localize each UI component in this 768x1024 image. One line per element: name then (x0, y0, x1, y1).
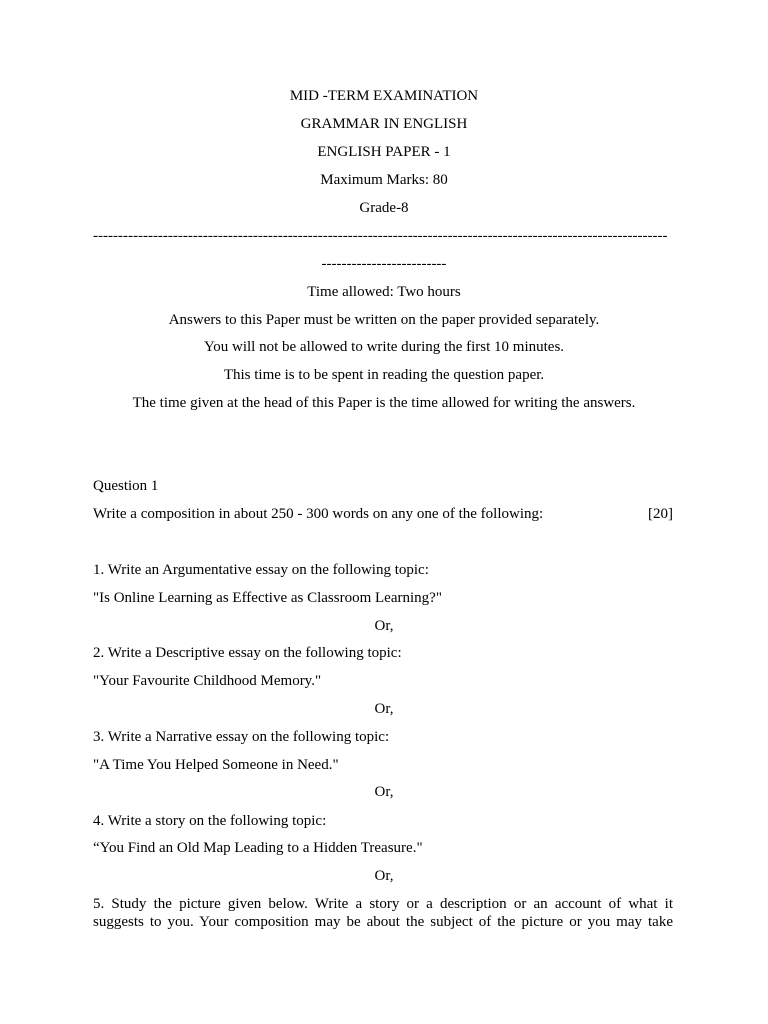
option-topic: “You Find an Old Map Leading to a Hidden Treasure." (93, 840, 423, 856)
option-topic: "A Time You Helped Someone in Need." (93, 757, 339, 773)
instruction-line: You will not be allowed to write during the first 10 minutes. (203, 339, 565, 355)
exam-title: MID -TERM EXAMINATION (289, 88, 479, 104)
subject-title: GRAMMAR IN ENGLISH (300, 116, 468, 132)
option-instruction: 1. Write an Argumentative essay on the following topic: (93, 562, 429, 578)
instruction-line: This time is to be spent in reading the question paper. (223, 367, 545, 383)
option-5-text: 5. Study the picture given below. Write a story or a description or an account of what it (93, 896, 673, 912)
option-5-text: suggests to you. Your composition may be about the subject of the picture or you may take (93, 914, 673, 930)
or-separator: Or, (374, 618, 394, 634)
separator-line: ------------------------------------------------------------------------------------------------------------------- (93, 228, 668, 244)
or-separator: Or, (374, 701, 394, 717)
question-heading: Question 1 (93, 478, 159, 494)
instruction-line: The time given at the head of this Paper is the time allowed for writing the answers. (132, 395, 636, 411)
paper-title: ENGLISH PAPER - 1 (317, 144, 451, 160)
time-allowed: Time allowed: Two hours (307, 284, 461, 300)
option-instruction: 2. Write a Descriptive essay on the following topic: (93, 645, 402, 661)
question-marks: [20] (648, 506, 673, 522)
instruction-line: Answers to this Paper must be written on the paper provided separately. (168, 312, 600, 328)
option-topic: "Your Favourite Childhood Memory." (93, 673, 322, 689)
or-separator: Or, (374, 784, 394, 800)
max-marks: Maximum Marks: 80 (320, 172, 448, 188)
option-topic: "Is Online Learning as Effective as Classroom Learning?" (93, 590, 442, 606)
question-prompt: Write a composition in about 250 - 300 words on any one of the following: (93, 506, 544, 522)
separator-line-continuation: ------------------------- (321, 256, 447, 272)
option-instruction: 4. Write a story on the following topic: (93, 813, 327, 829)
grade: Grade-8 (359, 200, 409, 216)
or-separator: Or, (374, 868, 394, 884)
option-instruction: 3. Write a Narrative essay on the following topic: (93, 729, 390, 745)
